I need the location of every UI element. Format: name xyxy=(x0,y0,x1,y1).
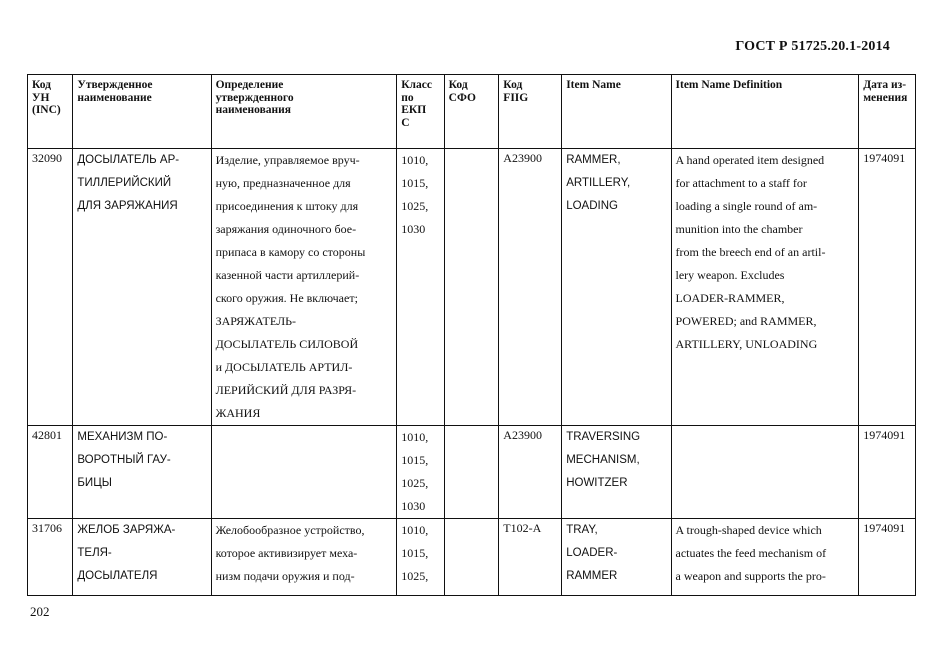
column-header-ekps-class: Класс по ЕКП С xyxy=(397,75,444,149)
cell-change-date: 1974091 xyxy=(859,149,916,426)
column-header-change-date: Дата из- менения xyxy=(859,75,916,149)
column-header-inc: Код УН (INC) xyxy=(28,75,73,149)
cell-ekps-class: 1010, 1015, 1025, xyxy=(397,519,444,596)
column-header-approved-name: Утвержденное наименование xyxy=(73,75,211,149)
cell-item-definition: A hand operated item designed for attachment to a staff for loading a single round of am- munition into the chamber from the breech end of an artil- lery weapon. Excludes LOADER-RAMMER, POWERED; and RAMMER, ARTILLERY, UNLOADING xyxy=(671,149,859,426)
cell-item-name: TRAY, LOADER- RAMMER xyxy=(562,519,671,596)
cell-item-name: TRAVERSING MECHANISM, HOWITZER xyxy=(562,426,671,519)
cell-inc: 42801 xyxy=(28,426,73,519)
column-header-item-name: Item Name xyxy=(562,75,671,149)
cell-ekps-class: 1010, 1015, 1025, 1030 xyxy=(397,426,444,519)
catalog-table xyxy=(27,74,916,596)
cell-item-name: RAMMER, ARTILLERY, LOADING xyxy=(562,149,671,426)
cell-inc: 32090 xyxy=(28,149,73,426)
cell-sfo-code xyxy=(444,149,499,426)
document-header-title: ГОСТ Р 51725.20.1-2014 xyxy=(735,39,890,54)
cell-item-definition xyxy=(671,426,859,519)
cell-sfo-code xyxy=(444,519,499,596)
column-header-definition: Определение утвержденного наименования xyxy=(211,75,397,149)
table-header-row xyxy=(28,75,916,149)
cell-change-date: 1974091 xyxy=(859,519,916,596)
cell-inc: 31706 xyxy=(28,519,73,596)
table-row xyxy=(28,149,916,426)
page-number: 202 xyxy=(30,604,50,619)
cell-fiig-code: T102-A xyxy=(499,519,562,596)
table-row xyxy=(28,426,916,519)
cell-ekps-class: 1010, 1015, 1025, 1030 xyxy=(397,149,444,426)
cell-approved-name: ЖЕЛОБ ЗАРЯЖА- ТЕЛЯ- ДОСЫЛАТЕЛЯ xyxy=(73,519,211,596)
cell-approved-name: МЕХАНИЗМ ПО- ВОРОТНЫЙ ГАУ- БИЦЫ xyxy=(73,426,211,519)
cell-definition: Изделие, управляемое вруч- ную, предназначенное для присоединения к штоку для заряжания одиночного бое- припаса в камору со стороны казенной части артиллерий- ского оружия. Не включает; ЗАРЯЖАТЕЛЬ- ДОСЫЛАТЕЛЬ СИЛОВОЙ и ДОСЫЛАТЕЛЬ АРТИЛ- ЛЕРИЙСКИЙ ДЛЯ РАЗРЯ- ЖАНИЯ xyxy=(211,149,397,426)
column-header-sfo-code: Код СФО xyxy=(444,75,499,149)
cell-fiig-code: A23900 xyxy=(499,149,562,426)
column-header-fiig-code: Код FIIG xyxy=(499,75,562,149)
cell-sfo-code xyxy=(444,426,499,519)
column-header-item-definition: Item Name Definition xyxy=(671,75,859,149)
cell-definition xyxy=(211,426,397,519)
table-row xyxy=(28,519,916,596)
cell-change-date: 1974091 xyxy=(859,426,916,519)
cell-approved-name: ДОСЫЛАТЕЛЬ АР- ТИЛЛЕРИЙСКИЙ ДЛЯ ЗАРЯЖАНИЯ xyxy=(73,149,211,426)
cell-definition: Желобообразное устройство, которое активизирует меха- низм подачи оружия и под- xyxy=(211,519,397,596)
cell-fiig-code: A23900 xyxy=(499,426,562,519)
cell-item-definition: A trough-shaped device which actuates the feed mechanism of a weapon and supports the pro- xyxy=(671,519,859,596)
